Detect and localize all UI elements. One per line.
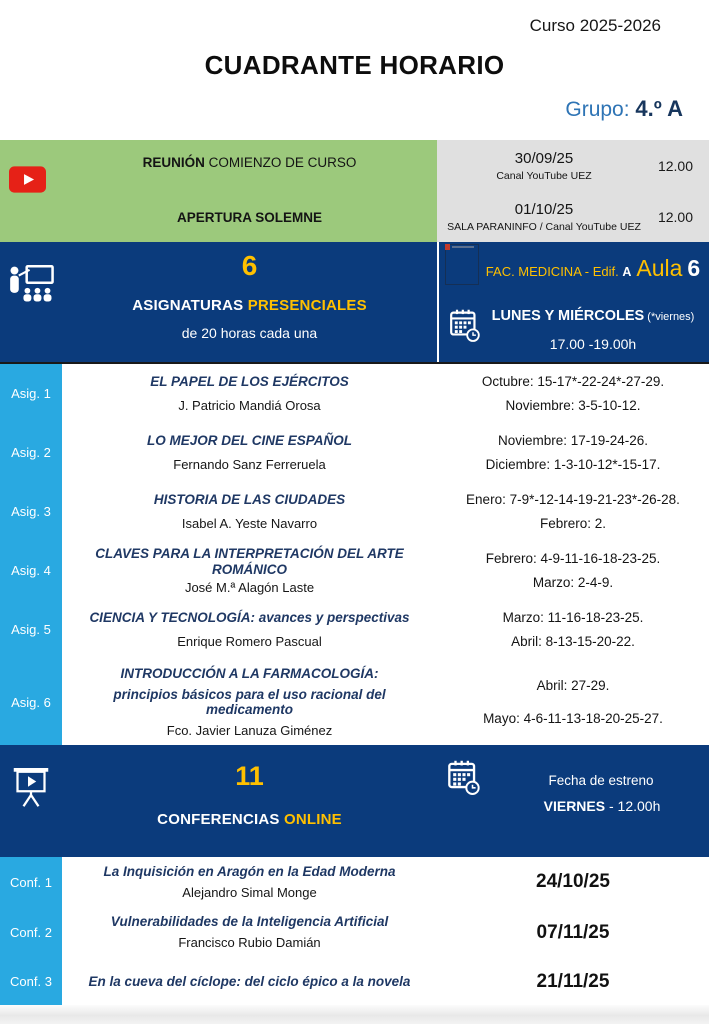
row-content: [62, 423, 437, 482]
table-row-asig-5: [0, 600, 709, 659]
table-row-asig-4: [0, 541, 709, 600]
conferences-heading: CONFERENCIAS ONLINE: [157, 810, 342, 828]
course-professor: Isabel A. Yeste Navarro: [181, 515, 318, 531]
courses-days-line: LUNES Y MIÉRCOLES (*viernes): [491, 308, 695, 324]
projector-screen-play-icon: [13, 767, 49, 813]
opening-row1-label: REUNIÓN COMIENZO DE CURSO: [142, 155, 357, 170]
row-id-badge: Conf. 2: [0, 907, 62, 958]
course-title: CLAVES PARA LA INTERPRETACIÓN DEL ARTE ROMÁNICO: [95, 545, 404, 577]
courses-count: 6: [241, 250, 258, 281]
table-row-asig-3: [0, 482, 709, 541]
row-id-badge: Asig. 5: [0, 600, 62, 659]
course-dates: Octubre: 15-17*-22-24*-27-29. Noviembre: 3-5-10-12.: [481, 374, 665, 413]
row-id-badge: Asig. 1: [0, 364, 62, 423]
conferences-table: [0, 857, 709, 1005]
opening-row1-time: 12.00: [657, 157, 693, 174]
page-title: CUADRANTE HORARIO: [204, 50, 505, 80]
course-professor: J. Patricio Mandiá Orosa: [178, 397, 321, 413]
calendar-clock-icon: [449, 308, 481, 347]
conferences-count: 11: [235, 761, 264, 791]
courses-subheading: de 20 horas cada una: [181, 324, 318, 341]
conferences-premiere-cell: [437, 745, 709, 857]
course-title: EL PAPEL DE LOS EJÉRCITOS: [150, 374, 349, 390]
table-row-asig-6: [0, 659, 709, 745]
youtube-icon[interactable]: [9, 166, 46, 193]
conference-speaker: Francisco Rubio Damián: [178, 935, 321, 951]
row-content: [62, 541, 437, 600]
row-content: [62, 958, 437, 1005]
courses-days-block: [479, 307, 707, 352]
teacher-presentation-icon: [8, 264, 54, 308]
table-row-conf-1: [0, 857, 709, 907]
courses-header-band: [0, 242, 709, 362]
course-title: HISTORIA DE LAS CIUDADES: [153, 492, 346, 508]
group-label: Grupo:: [565, 98, 636, 121]
table-row-asig-1: [0, 364, 709, 423]
row-id-badge: Asig. 2: [0, 423, 62, 482]
courses-table: [0, 364, 709, 745]
calendar-clock-icon: [447, 759, 481, 800]
conference-speaker: Alejandro Simal Monge: [182, 884, 317, 900]
course-year: Curso 2025-2026: [529, 16, 661, 35]
opening-events-dates: [437, 140, 709, 242]
opening-labels: [62, 140, 437, 242]
opening-row2-date-cell: [437, 191, 709, 242]
table-row-asig-2: [0, 423, 709, 482]
course-dates: Abril: 27-29. Mayo: 4-6-11-13-18-20-25-27.: [483, 678, 663, 726]
opening-row2-label: APERTURA SOLEMNE: [176, 210, 322, 225]
course-dates: Marzo: 11-16-18-23-25. Abril: 8-13-15-20-22.: [502, 610, 644, 649]
conference-date: 07/11/25: [536, 921, 610, 943]
courses-hours: 17.00 -19.00h: [549, 336, 637, 352]
course-title: INTRODUCCIÓN A LA FARMACOLOGÍA:: [120, 666, 379, 682]
table-row-conf-3: [0, 958, 709, 1005]
row-content: [62, 364, 437, 423]
conference-title: Vulnerabilidades de la Inteligencia Artificial: [110, 914, 389, 930]
course-title: LO MEJOR DEL CINE ESPAÑOL: [146, 433, 353, 449]
conferences-header-center: [62, 745, 437, 857]
row-id-badge: Asig. 4: [0, 541, 62, 600]
group-line: [565, 96, 683, 122]
row-id-badge: Asig. 3: [0, 482, 62, 541]
row-content: [62, 600, 437, 659]
row-content: [62, 482, 437, 541]
conferences-header-band: [0, 745, 709, 857]
premiere-label: Fecha de estreno: [548, 773, 654, 788]
course-professor: Enrique Romero Pascual: [177, 633, 322, 649]
page-header: [0, 0, 709, 140]
group-value: 4.º A: [635, 96, 683, 121]
page-bottom-fade: [0, 1005, 709, 1024]
course-professor: José M.ª Alagón Laste: [184, 580, 315, 595]
table-row-conf-2: [0, 907, 709, 958]
row-content: [62, 857, 437, 907]
course-dates: Enero: 7-9*-12-14-19-21-23*-26-28. Febrero: 2.: [466, 492, 680, 531]
opening-events-band: [0, 140, 709, 242]
conference-title: La Inquisición en Aragón en la Edad Moderna: [103, 864, 396, 880]
courses-header-center: [62, 242, 437, 362]
row-content: [62, 907, 437, 958]
opening-row1-date: 30/09/25: [514, 149, 574, 167]
conference-date: 24/10/25: [536, 871, 610, 892]
opening-row2-venue: SALA PARANINFO / Canal YouTube UEZ: [447, 220, 641, 233]
courses-heading: ASIGNATURAS PRESENCIALES: [132, 296, 367, 314]
row-id-badge: Asig. 6: [0, 659, 62, 745]
conference-title: En la cueva del cíclope: del ciclo épico a la novela: [88, 973, 411, 989]
location-line: FAC. MEDICINA - Edif. A Aula 6: [485, 255, 701, 281]
course-professor: Fco. Javier Lanuza Giménez: [166, 722, 333, 738]
opening-row2-time: 12.00: [657, 208, 693, 225]
courses-location-cell: [437, 242, 709, 362]
opening-row2-date: 01/10/25: [514, 200, 574, 218]
row-id-badge: Conf. 1: [0, 857, 62, 907]
course-title-line2: principios básicos para el uso racional del medicamento: [113, 686, 386, 718]
opening-events-labels: [0, 140, 437, 242]
premiere-day-line: VIERNES - 12.00h: [543, 798, 661, 814]
opening-row1-venue: Canal YouTube UEZ: [496, 169, 592, 182]
conference-date: 21/11/25: [536, 970, 610, 992]
course-dates: Noviembre: 17-19-24-26. Diciembre: 1-3-10-12*-15-17.: [485, 433, 661, 472]
missing-image-icon: [445, 244, 479, 285]
opening-row1-date-cell: [437, 140, 709, 191]
course-professor: Fernando Sanz Ferreruela: [173, 456, 326, 472]
course-dates: Febrero: 4-9-11-16-18-23-25. Marzo: 2-4-9.: [485, 551, 661, 590]
row-content: [62, 659, 437, 745]
row-id-badge: Conf. 3: [0, 958, 62, 1005]
course-title: CIENCIA Y TECNOLOGÍA: avances y perspectivas: [89, 610, 410, 626]
